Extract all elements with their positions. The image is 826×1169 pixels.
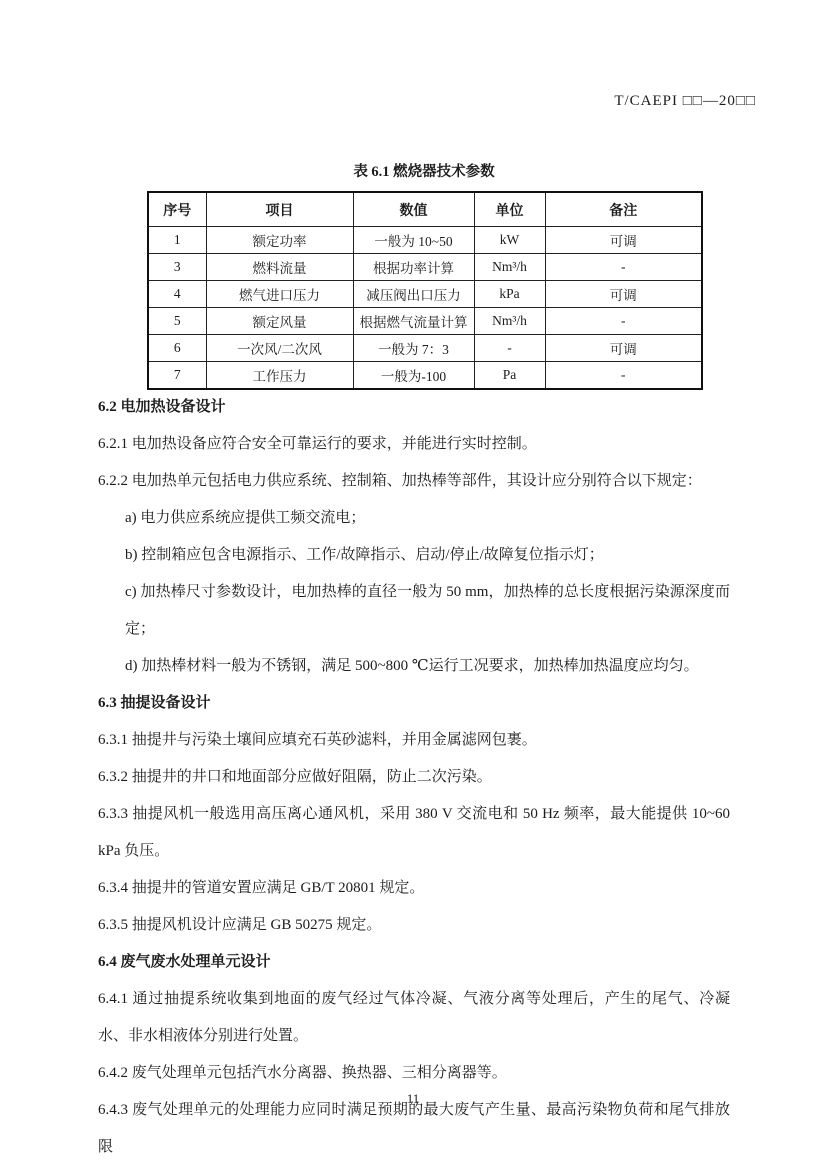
list-item-a: a) 电力供应系统应提供工频交流电； <box>125 510 366 526</box>
table-header-cell: 数值 <box>353 192 474 227</box>
paragraph-6-3-3: 6.3.3 抽提风机一般选用高压离心通风机，采用 380 V 交流电和 50 Hz 频率，最大能提供 10~60 kPa 负压。 <box>98 806 730 859</box>
table-cell: Pa <box>474 362 545 390</box>
table-cell: kPa <box>474 281 545 308</box>
table-cell: 7 <box>148 362 206 390</box>
section-heading-6-3: 6.3 抽提设备设计 <box>98 695 211 711</box>
list-item-d: d) 加热棒材料一般为不锈钢，满足 500~800 ℃运行工况要求，加热棒加热温度应均匀。 <box>125 658 699 674</box>
table-row <box>148 281 702 308</box>
paragraph-6-4-3: 6.4.3 废气处理单元的处理能力应同时满足预期的最大废气产生量、最高污染物负荷和尾气排放限 <box>98 1102 730 1155</box>
table-row <box>148 254 702 281</box>
table-cell: 可调 <box>545 335 702 362</box>
table-row <box>148 335 702 362</box>
table-cell: Nm³/h <box>474 308 545 335</box>
table-cell: Nm³/h <box>474 254 545 281</box>
table-cell: 根据功率计算 <box>353 254 474 281</box>
table-cell: 3 <box>148 254 206 281</box>
table-row <box>148 227 702 254</box>
table-block <box>147 160 701 390</box>
table-cell: 4 <box>148 281 206 308</box>
paragraph-6-2-2: 6.2.2 电加热单元包括电力供应系统、控制箱、加热棒等部件，其设计应分别符合以下规定： <box>98 473 702 489</box>
table-cell: 5 <box>148 308 206 335</box>
table-cell: 可调 <box>545 227 702 254</box>
paragraph-6-2-1: 6.2.1 电加热设备应符合安全可靠运行的要求，并能进行实时控制。 <box>98 436 537 452</box>
paragraph-6-3-2: 6.3.2 抽提井的井口和地面部分应做好阻隔，防止二次污染。 <box>98 769 492 785</box>
table-header-cell: 单位 <box>474 192 545 227</box>
table-cell: 根据燃气流量计算 <box>353 308 474 335</box>
table-cell: 额定功率 <box>206 227 353 254</box>
table-cell: kW <box>474 227 545 254</box>
section-heading-6-2: 6.2 电加热设备设计 <box>98 399 226 415</box>
paragraph-6-4-1: 6.4.1 通过抽提系统收集到地面的废气经过气体冷凝、气液分离等处理后，产生的尾气、冷凝水、非水相液体分别进行处置。 <box>98 991 730 1044</box>
section-heading-6-4: 6.4 废气废水处理单元设计 <box>98 954 271 970</box>
parameters-table <box>147 191 703 390</box>
table-cell: 一般为-100 <box>353 362 474 390</box>
table-header-cell: 备注 <box>545 192 702 227</box>
table-cell: - <box>545 254 702 281</box>
table-header-cell: 项目 <box>206 192 353 227</box>
paragraph-6-3-5: 6.3.5 抽提风机设计应满足 GB 50275 规定。 <box>98 917 382 933</box>
table-cell: - <box>474 335 545 362</box>
table-row <box>148 362 702 390</box>
table-cell: 燃料流量 <box>206 254 353 281</box>
table-row <box>148 308 702 335</box>
table-cell: 减压阀出口压力 <box>353 281 474 308</box>
page-number: 11 <box>406 1091 420 1106</box>
table-cell: 可调 <box>545 281 702 308</box>
list-item-b: b) 控制箱应包含电源指示、工作/故障指示、启动/停止/故障复位指示灯； <box>125 547 604 563</box>
table-cell: - <box>545 308 702 335</box>
table-cell: 一般为 7：3 <box>353 335 474 362</box>
table-cell: 6 <box>148 335 206 362</box>
table-cell: 一次风/二次风 <box>206 335 353 362</box>
table-cell: - <box>545 362 702 390</box>
table-header-row <box>148 192 702 227</box>
table-cell: 1 <box>148 227 206 254</box>
list-item-c: c) 加热棒尺寸参数设计，电加热棒的直径一般为 50 mm，加热棒的总长度根据污染源深度而定； <box>125 584 730 637</box>
table-cell: 一般为 10~50 <box>353 227 474 254</box>
paragraph-6-3-4: 6.3.4 抽提井的管道安置应满足 GB/T 20801 规定。 <box>98 880 425 896</box>
body-text <box>98 389 730 1166</box>
paragraph-6-4-2: 6.4.2 废气处理单元包括汽水分离器、换热器、三相分离器等。 <box>98 1065 507 1081</box>
table-cell: 燃气进口压力 <box>206 281 353 308</box>
table-caption: 表 6.1 燃烧器技术参数 <box>353 164 495 180</box>
doc-code: T/CAEPI □□—20□□ <box>614 93 756 109</box>
table-header-cell: 序号 <box>148 192 206 227</box>
table-cell: 额定风量 <box>206 308 353 335</box>
paragraph-6-3-1: 6.3.1 抽提井与污染土壤间应填充石英砂滤料，并用金属滤网包裹。 <box>98 732 537 748</box>
table-cell: 工作压力 <box>206 362 353 390</box>
